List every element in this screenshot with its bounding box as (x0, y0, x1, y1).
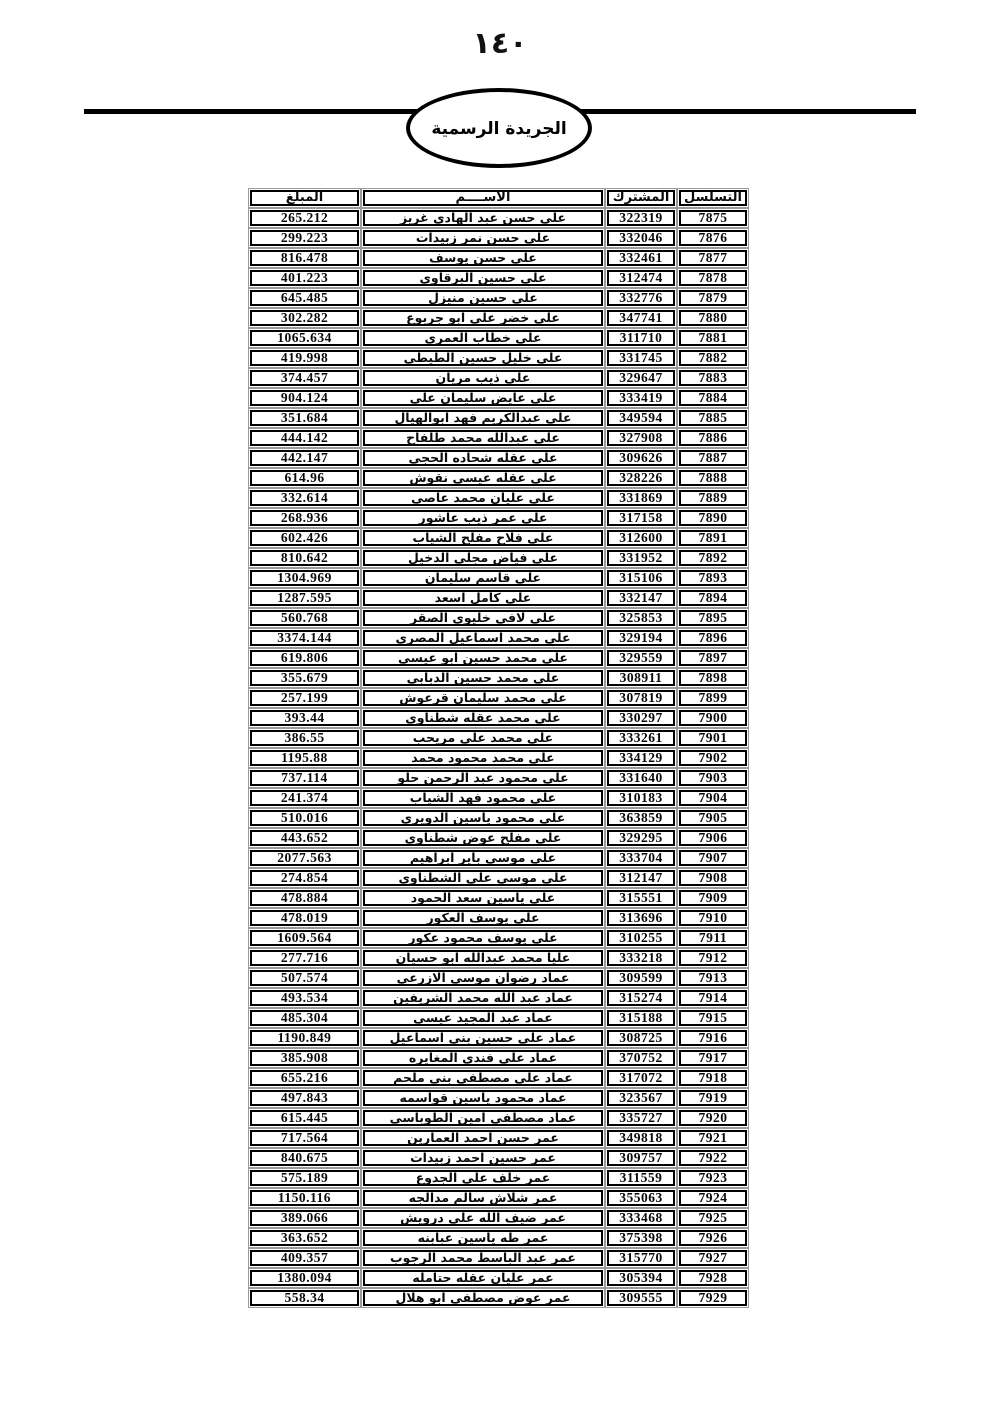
table-row (250, 530, 747, 546)
name-cell: عمر عليان عقله حتامله (363, 1270, 603, 1286)
subscriber-cell: 333261 (607, 730, 675, 746)
table-row (250, 1150, 747, 1166)
amount-cell: 810.642 (250, 550, 359, 566)
table-row (250, 730, 747, 746)
serial-cell: 7898 (679, 670, 747, 686)
amount-cell: 615.445 (250, 1110, 359, 1126)
subscriber-cell: 322319 (607, 210, 675, 226)
amount-cell: 355.679 (250, 670, 359, 686)
table-body (250, 210, 747, 1306)
name-cell: علي حسن عبد الهادي غريز (363, 210, 603, 226)
serial-cell: 7924 (679, 1190, 747, 1206)
table-row (250, 330, 747, 346)
table-row (250, 650, 747, 666)
table-row (250, 810, 747, 826)
subscriber-cell: 317072 (607, 1070, 675, 1086)
amount-cell: 1150.116 (250, 1190, 359, 1206)
name-cell: علي عليان محمد عاصي (363, 490, 603, 506)
amount-cell: 302.282 (250, 310, 359, 326)
serial-cell: 7906 (679, 830, 747, 846)
serial-cell: 7876 (679, 230, 747, 246)
subscriber-cell: 327908 (607, 430, 675, 446)
amount-cell: 444.142 (250, 430, 359, 446)
header-name: الاســــم (363, 190, 603, 206)
subscriber-cell: 315274 (607, 990, 675, 1006)
amount-cell: 443.652 (250, 830, 359, 846)
table-row (250, 410, 747, 426)
amount-cell: 510.016 (250, 810, 359, 826)
name-cell: عمر ضيف الله علي درويش (363, 1210, 603, 1226)
header-serial: التسلسل (679, 190, 747, 206)
serial-cell: 7903 (679, 770, 747, 786)
amount-cell: 619.806 (250, 650, 359, 666)
amount-cell: 614.96 (250, 470, 359, 486)
name-cell: عمر حسن احمد العمارين (363, 1130, 603, 1146)
amount-cell: 2077.563 (250, 850, 359, 866)
subscriber-cell: 330297 (607, 710, 675, 726)
amount-cell: 389.066 (250, 1210, 359, 1226)
name-cell: علي عبدالكريم فهد ابوالهيال (363, 410, 603, 426)
subscriber-cell: 331869 (607, 490, 675, 506)
subscriber-cell: 333468 (607, 1210, 675, 1226)
amount-cell: 1065.634 (250, 330, 359, 346)
amount-cell: 478.884 (250, 890, 359, 906)
name-cell: علي محمد محمود محمد (363, 750, 603, 766)
serial-cell: 7907 (679, 850, 747, 866)
serial-cell: 7909 (679, 890, 747, 906)
table-row (250, 1070, 747, 1086)
serial-cell: 7897 (679, 650, 747, 666)
name-cell: عمر طه ياسين عبابنه (363, 1230, 603, 1246)
amount-cell: 442.147 (250, 450, 359, 466)
amount-cell: 3374.144 (250, 630, 359, 646)
serial-cell: 7928 (679, 1270, 747, 1286)
amount-cell: 393.44 (250, 710, 359, 726)
name-cell: عمر عبد الباسط محمد الرجوب (363, 1250, 603, 1266)
name-cell: علي كامل اسعد (363, 590, 603, 606)
table-row (250, 690, 747, 706)
serial-cell: 7880 (679, 310, 747, 326)
serial-cell: 7901 (679, 730, 747, 746)
name-cell: عمر عوض مصطفى ابو هلال (363, 1290, 603, 1306)
serial-cell: 7915 (679, 1010, 747, 1026)
name-cell: علي محمد حسين الدبابي (363, 670, 603, 686)
name-cell: عمر شلاش سالم مدالجه (363, 1190, 603, 1206)
subscriber-cell: 315188 (607, 1010, 675, 1026)
table-row (250, 670, 747, 686)
subscriber-cell: 329194 (607, 630, 675, 646)
name-cell: علي محمد حسين ابو عيسى (363, 650, 603, 666)
serial-cell: 7922 (679, 1150, 747, 1166)
amount-cell: 485.304 (250, 1010, 359, 1026)
table-row (250, 490, 747, 506)
name-cell: علي قاسم سليمان (363, 570, 603, 586)
name-cell: علي ياسين سعد الحمود (363, 890, 603, 906)
subscriber-cell: 333419 (607, 390, 675, 406)
subscriber-cell: 309555 (607, 1290, 675, 1306)
page-number: ١٤٠ (472, 26, 528, 61)
table-row (250, 770, 747, 786)
serial-cell: 7881 (679, 330, 747, 346)
serial-cell: 7888 (679, 470, 747, 486)
name-cell: علي يوسف العكور (363, 910, 603, 926)
serial-cell: 7894 (679, 590, 747, 606)
serial-cell: 7891 (679, 530, 747, 546)
subscriber-cell: 308725 (607, 1030, 675, 1046)
amount-cell: 507.574 (250, 970, 359, 986)
name-cell: عماد علي حسين بني اسماعيل (363, 1030, 603, 1046)
amount-cell: 478.019 (250, 910, 359, 926)
subscriber-cell: 332046 (607, 230, 675, 246)
amount-cell: 401.223 (250, 270, 359, 286)
amount-cell: 717.564 (250, 1130, 359, 1146)
amount-cell: 840.675 (250, 1150, 359, 1166)
table-row (250, 970, 747, 986)
subscriber-cell: 332147 (607, 590, 675, 606)
subscriber-cell: 347741 (607, 310, 675, 326)
subscriber-cell: 331745 (607, 350, 675, 366)
amount-cell: 558.34 (250, 1290, 359, 1306)
table-row (250, 210, 747, 226)
subscriber-cell: 312474 (607, 270, 675, 286)
serial-cell: 7882 (679, 350, 747, 366)
amount-cell: 737.114 (250, 770, 359, 786)
subscriber-cell: 370752 (607, 1050, 675, 1066)
subscriber-cell: 311710 (607, 330, 675, 346)
amount-cell: 277.716 (250, 950, 359, 966)
serial-cell: 7917 (679, 1050, 747, 1066)
name-cell: علي عايض سليمان علي (363, 390, 603, 406)
name-cell: علي حسين منيزل (363, 290, 603, 306)
serial-cell: 7911 (679, 930, 747, 946)
subscriber-cell: 317158 (607, 510, 675, 526)
subscriber-cell: 323567 (607, 1090, 675, 1106)
subscriber-cell: 311559 (607, 1170, 675, 1186)
subscriber-cell: 332461 (607, 250, 675, 266)
serial-cell: 7887 (679, 450, 747, 466)
serial-cell: 7886 (679, 430, 747, 446)
table-row (250, 930, 747, 946)
table-row (250, 1250, 747, 1266)
name-cell: علي مفلح عوض شطناوي (363, 830, 603, 846)
amount-cell: 299.223 (250, 230, 359, 246)
serial-cell: 7902 (679, 750, 747, 766)
name-cell: علي فلاح مفلح الشياب (363, 530, 603, 546)
table-row (250, 1110, 747, 1126)
amount-cell: 1609.564 (250, 930, 359, 946)
amount-cell: 1287.595 (250, 590, 359, 606)
name-cell: علي عمر ذيب عاشور (363, 510, 603, 526)
serial-cell: 7884 (679, 390, 747, 406)
subscriber-cell: 309599 (607, 970, 675, 986)
subscriber-cell: 333218 (607, 950, 675, 966)
amount-cell: 268.936 (250, 510, 359, 526)
name-cell: عماد علي مصطفى بني ملحم (363, 1070, 603, 1086)
name-cell: علي محمود ياسين الدويري (363, 810, 603, 826)
amount-cell: 385.908 (250, 1050, 359, 1066)
name-cell: علي ذيب مريان (363, 370, 603, 386)
serial-cell: 7926 (679, 1230, 747, 1246)
subscriber-cell: 329647 (607, 370, 675, 386)
amount-cell: 655.216 (250, 1070, 359, 1086)
gazette-banner-ellipse (406, 88, 592, 168)
serial-cell: 7905 (679, 810, 747, 826)
table-row (250, 510, 747, 526)
amount-cell: 241.374 (250, 790, 359, 806)
table-row (250, 1210, 747, 1226)
table-row (250, 1050, 747, 1066)
subscriber-cell: 305394 (607, 1270, 675, 1286)
serial-cell: 7914 (679, 990, 747, 1006)
table-row (250, 910, 747, 926)
subscriber-cell: 349594 (607, 410, 675, 426)
name-cell: عماد رضوان موسى الازرعي (363, 970, 603, 986)
amount-cell: 497.843 (250, 1090, 359, 1106)
table-row (250, 610, 747, 626)
serial-cell: 7879 (679, 290, 747, 306)
serial-cell: 7895 (679, 610, 747, 626)
name-cell: علي خليل حسين الطيطي (363, 350, 603, 366)
serial-cell: 7912 (679, 950, 747, 966)
table-row (250, 570, 747, 586)
subscriber-cell: 331952 (607, 550, 675, 566)
table-row (250, 450, 747, 466)
table-row (250, 370, 747, 386)
table-row (250, 430, 747, 446)
subscriber-cell: 332776 (607, 290, 675, 306)
table-row (250, 590, 747, 606)
table-row (250, 550, 747, 566)
serial-cell: 7927 (679, 1250, 747, 1266)
subscriber-cell: 375398 (607, 1230, 675, 1246)
subscriber-cell: 315551 (607, 890, 675, 906)
amount-cell: 904.124 (250, 390, 359, 406)
amount-cell: 602.426 (250, 530, 359, 546)
table-row (250, 1190, 747, 1206)
table-row (250, 850, 747, 866)
name-cell: عمر خلف علي الجدوع (363, 1170, 603, 1186)
table-row (250, 250, 747, 266)
serial-cell: 7890 (679, 510, 747, 526)
serial-cell: 7889 (679, 490, 747, 506)
amount-cell: 265.212 (250, 210, 359, 226)
table-row (250, 1270, 747, 1286)
amount-cell: 386.55 (250, 730, 359, 746)
table-row (250, 950, 747, 966)
subscriber-cell: 310255 (607, 930, 675, 946)
table-row (250, 890, 747, 906)
subscriber-cell: 329295 (607, 830, 675, 846)
name-cell: علي حسن نمر زبيدات (363, 230, 603, 246)
name-cell: علي موسى علي الشطناوي (363, 870, 603, 886)
serial-cell: 7875 (679, 210, 747, 226)
amount-cell: 332.614 (250, 490, 359, 506)
records-table (246, 186, 751, 1310)
table-row (250, 710, 747, 726)
amount-cell: 374.457 (250, 370, 359, 386)
subscriber-cell: 308911 (607, 670, 675, 686)
subscriber-cell: 313696 (607, 910, 675, 926)
name-cell: عماد محمود ياسين قواسمه (363, 1090, 603, 1106)
table-row (250, 1170, 747, 1186)
amount-cell: 645.485 (250, 290, 359, 306)
table-row (250, 310, 747, 326)
name-cell: عماد علي فندي المغايره (363, 1050, 603, 1066)
name-cell: علي محمود عبد الرحمن حلو (363, 770, 603, 786)
serial-cell: 7908 (679, 870, 747, 886)
name-cell: علي عقله شحاده الحجي (363, 450, 603, 466)
subscriber-cell: 325853 (607, 610, 675, 626)
table-row (250, 870, 747, 886)
table-row (250, 1230, 747, 1246)
table-row (250, 790, 747, 806)
name-cell: علي حسين البرقاوي (363, 270, 603, 286)
name-cell: علي محمد سليمان قرعوش (363, 690, 603, 706)
name-cell: عمر حسين احمد زبيدات (363, 1150, 603, 1166)
serial-cell: 7913 (679, 970, 747, 986)
gazette-banner-title: الجريدة الرسمية (431, 119, 567, 139)
subscriber-cell: 329559 (607, 650, 675, 666)
amount-cell: 1195.88 (250, 750, 359, 766)
name-cell: علي محمود فهد الشياب (363, 790, 603, 806)
serial-cell: 7925 (679, 1210, 747, 1226)
subscriber-cell: 315106 (607, 570, 675, 586)
amount-cell: 409.357 (250, 1250, 359, 1266)
name-cell: علي عبدالله محمد طلفاح (363, 430, 603, 446)
serial-cell: 7892 (679, 550, 747, 566)
serial-cell: 7893 (679, 570, 747, 586)
name-cell: عماد عبد الله محمد الشريفين (363, 990, 603, 1006)
table-row (250, 1130, 747, 1146)
subscriber-cell: 315770 (607, 1250, 675, 1266)
amount-cell: 363.652 (250, 1230, 359, 1246)
serial-cell: 7929 (679, 1290, 747, 1306)
table-header-row (250, 190, 747, 206)
name-cell: علي موسى باير ابراهيم (363, 850, 603, 866)
name-cell: عماد عبد المجيد عيسى (363, 1010, 603, 1026)
serial-cell: 7921 (679, 1130, 747, 1146)
name-cell: عماد مصطفى امين الطوباسي (363, 1110, 603, 1126)
table-row (250, 1010, 747, 1026)
subscriber-cell: 328226 (607, 470, 675, 486)
name-cell: علي يوسف محمود عكور (363, 930, 603, 946)
serial-cell: 7910 (679, 910, 747, 926)
table-row (250, 1290, 747, 1306)
amount-cell: 274.854 (250, 870, 359, 886)
amount-cell: 816.478 (250, 250, 359, 266)
table-row (250, 350, 747, 366)
table-row (250, 630, 747, 646)
amount-cell: 560.768 (250, 610, 359, 626)
subscriber-cell: 335727 (607, 1110, 675, 1126)
header-subscriber: المشترك (607, 190, 675, 206)
amount-cell: 575.189 (250, 1170, 359, 1186)
subscriber-cell: 333704 (607, 850, 675, 866)
serial-cell: 7900 (679, 710, 747, 726)
serial-cell: 7920 (679, 1110, 747, 1126)
subscriber-cell: 363859 (607, 810, 675, 826)
amount-cell: 419.998 (250, 350, 359, 366)
name-cell: علي عقله عيسى نقوش (363, 470, 603, 486)
serial-cell: 7919 (679, 1090, 747, 1106)
subscriber-cell: 310183 (607, 790, 675, 806)
subscriber-cell: 331640 (607, 770, 675, 786)
subscriber-cell: 334129 (607, 750, 675, 766)
serial-cell: 7878 (679, 270, 747, 286)
name-cell: علي فياض مجلي الدخيل (363, 550, 603, 566)
table-row (250, 390, 747, 406)
serial-cell: 7899 (679, 690, 747, 706)
amount-cell: 351.684 (250, 410, 359, 426)
table-row (250, 270, 747, 286)
serial-cell: 7896 (679, 630, 747, 646)
serial-cell: 7916 (679, 1030, 747, 1046)
name-cell: علي محمد علي مريحب (363, 730, 603, 746)
table-row (250, 1030, 747, 1046)
serial-cell: 7877 (679, 250, 747, 266)
name-cell: علي لافي خليوي الصقر (363, 610, 603, 626)
subscriber-cell: 309757 (607, 1150, 675, 1166)
serial-cell: 7883 (679, 370, 747, 386)
subscriber-cell: 309626 (607, 450, 675, 466)
name-cell: علي خطاب العمري (363, 330, 603, 346)
table-row (250, 1090, 747, 1106)
amount-cell: 257.199 (250, 690, 359, 706)
name-cell: علي حسن يوسف (363, 250, 603, 266)
amount-cell: 1190.849 (250, 1030, 359, 1046)
header-amount: المبلغ (250, 190, 359, 206)
name-cell: علي خضر علي ابو جربوع (363, 310, 603, 326)
amount-cell: 493.534 (250, 990, 359, 1006)
serial-cell: 7885 (679, 410, 747, 426)
name-cell: علي محمد عقله شطناوي (363, 710, 603, 726)
amount-cell: 1380.094 (250, 1270, 359, 1286)
name-cell: علي محمد اسماعيل المصري (363, 630, 603, 646)
serial-cell: 7904 (679, 790, 747, 806)
subscriber-cell: 312147 (607, 870, 675, 886)
subscriber-cell: 312600 (607, 530, 675, 546)
subscriber-cell: 349818 (607, 1130, 675, 1146)
table-row (250, 750, 747, 766)
table-row (250, 830, 747, 846)
amount-cell: 1304.969 (250, 570, 359, 586)
serial-cell: 7918 (679, 1070, 747, 1086)
subscriber-cell: 307819 (607, 690, 675, 706)
subscriber-cell: 355063 (607, 1190, 675, 1206)
table-row (250, 230, 747, 246)
table-row (250, 290, 747, 306)
name-cell: عليا محمد عبدالله ابو حسيان (363, 950, 603, 966)
table-row (250, 990, 747, 1006)
table-row (250, 470, 747, 486)
serial-cell: 7923 (679, 1170, 747, 1186)
